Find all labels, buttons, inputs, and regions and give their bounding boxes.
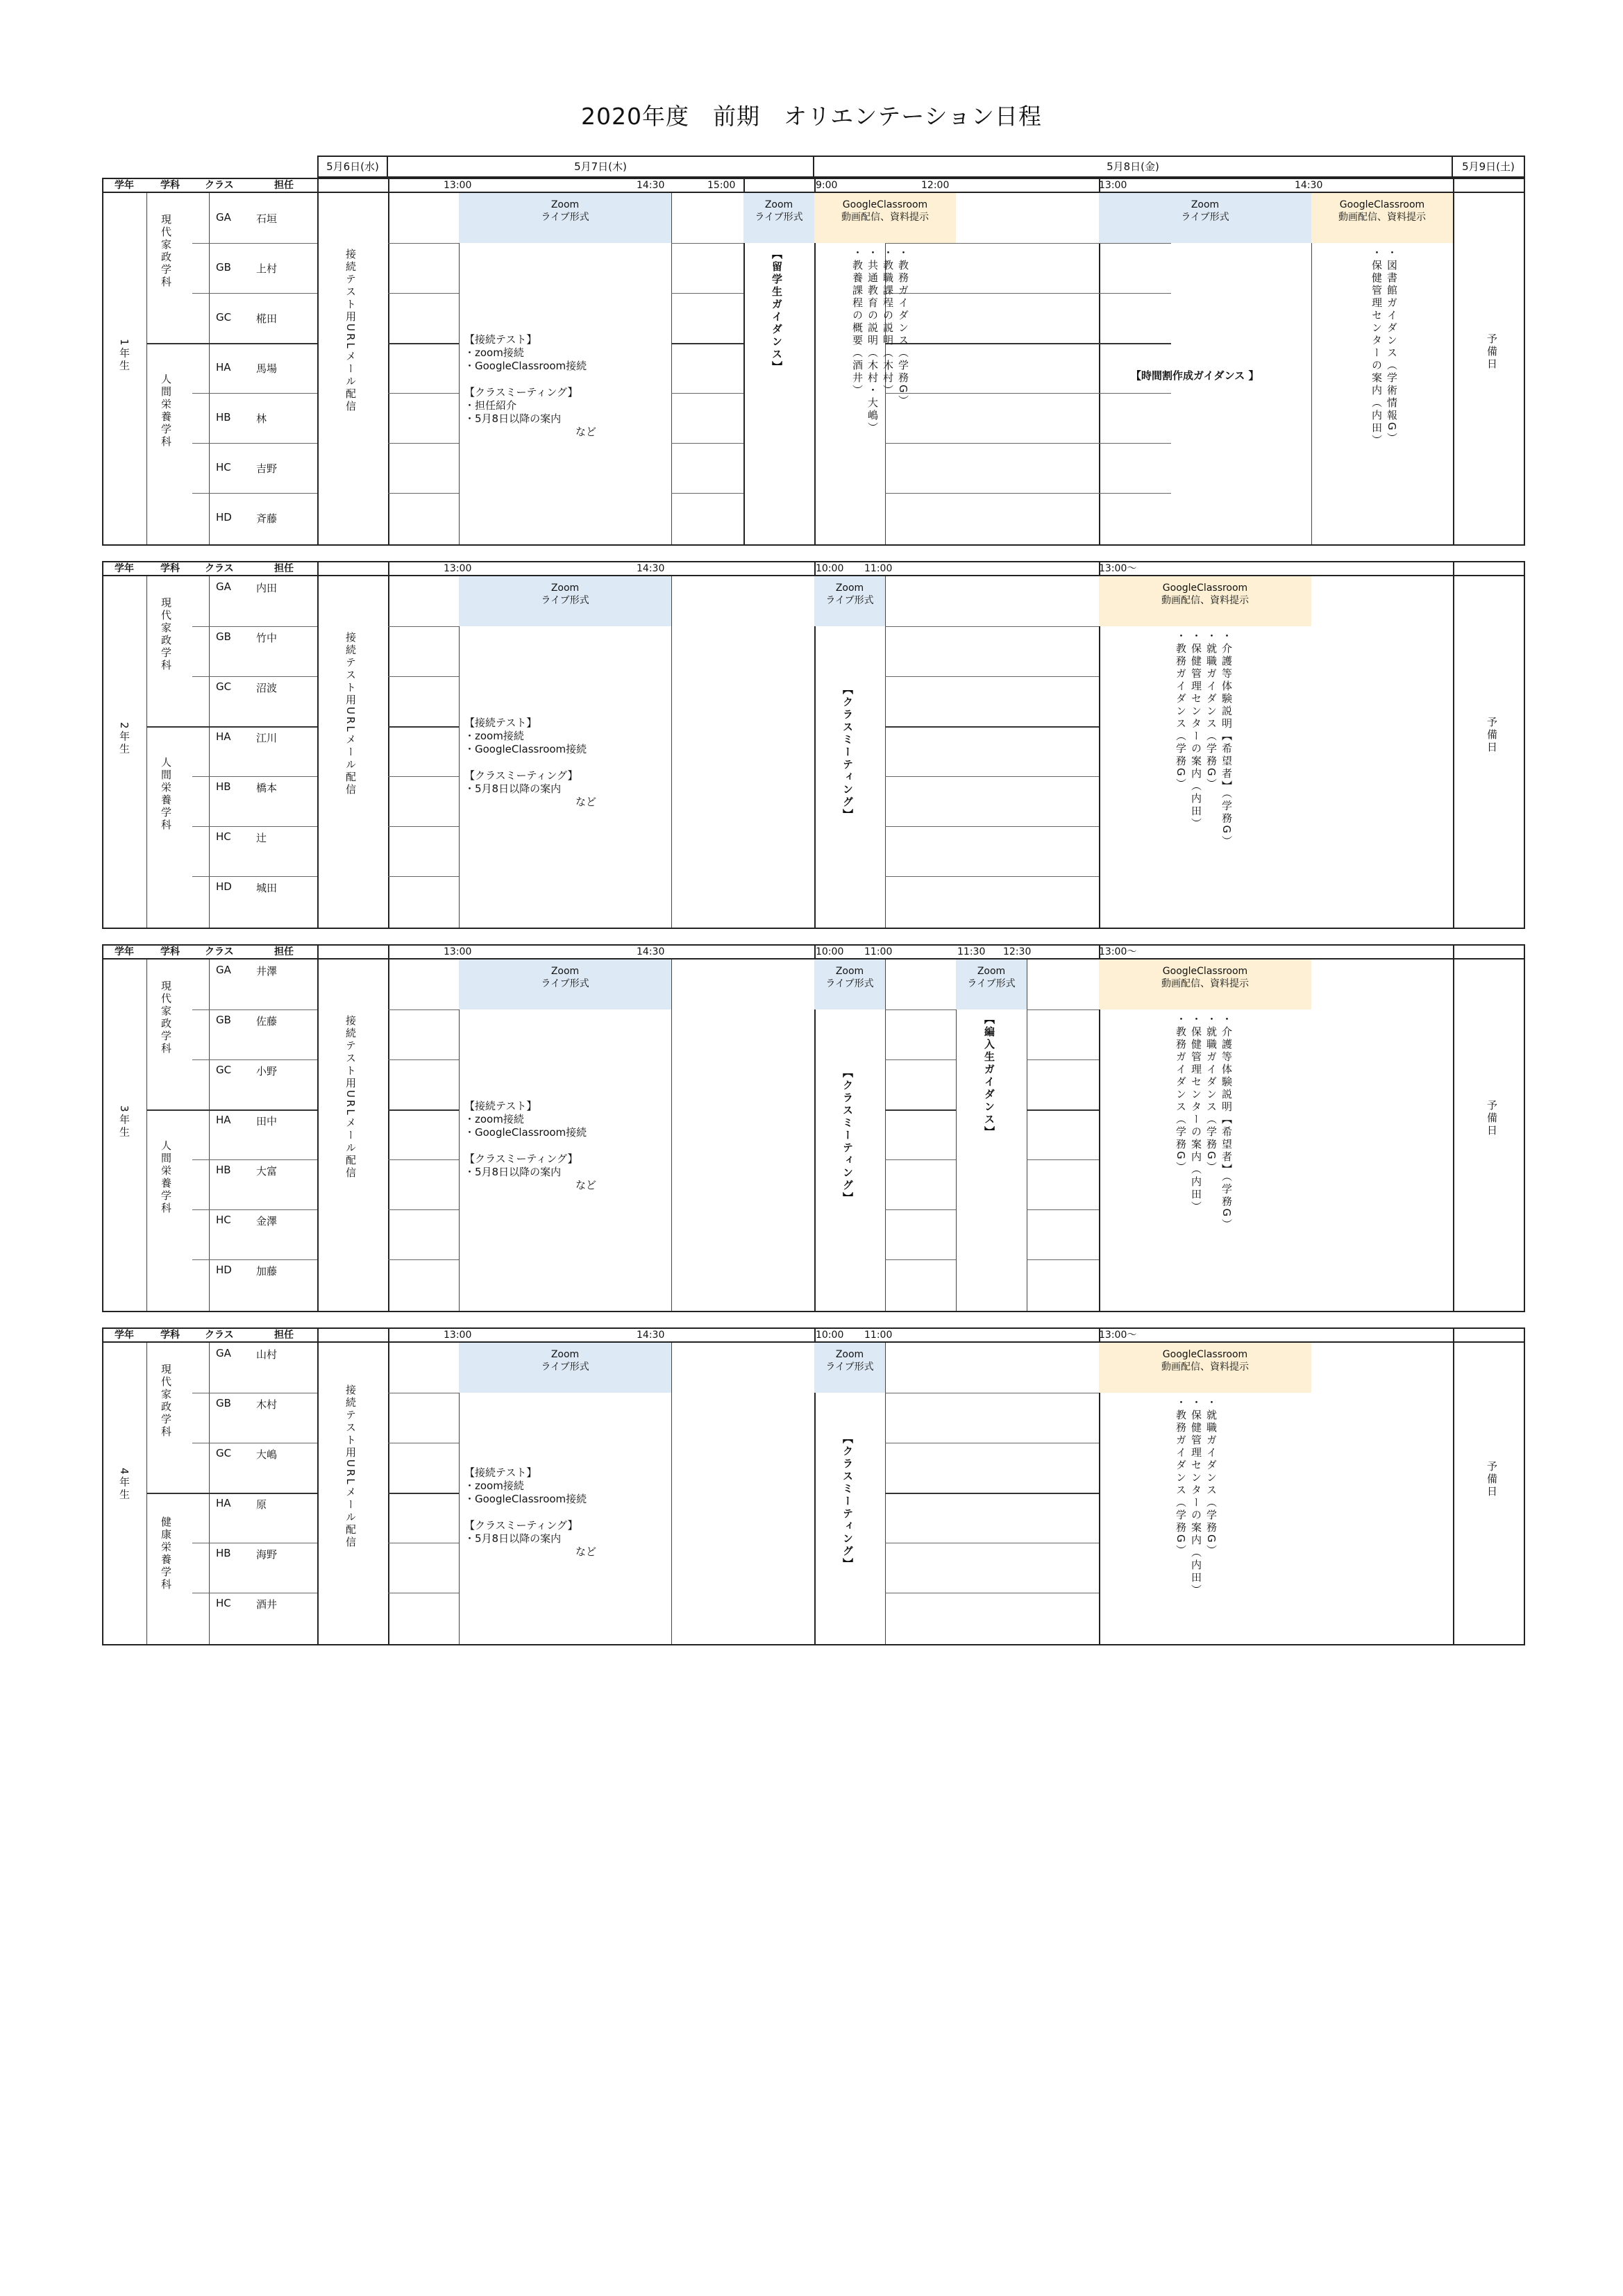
class-teacher: 大嶋: [256, 1448, 278, 1461]
class-teacher: 佐藤: [256, 1015, 278, 1028]
time-label: 13:00: [1099, 180, 1127, 191]
schedule-block-year3: [102, 944, 1525, 1312]
time-label: 11:00: [864, 1330, 893, 1341]
block-header: [103, 946, 1524, 960]
header-class: クラス: [205, 946, 234, 957]
class-code: HB: [216, 411, 231, 424]
class-code: GC: [216, 1447, 232, 1459]
gc-item: ・保健管理センターの案内（内田）: [1190, 630, 1202, 830]
class-teacher: 木村: [256, 1398, 278, 1411]
class-teacher: 田中: [256, 1115, 278, 1128]
class-teacher: 椛田: [256, 312, 278, 325]
library-item: ・保健管理センターの案内（内田）: [1370, 247, 1383, 447]
class-meeting: 【クラスミーティング】: [841, 1067, 854, 1205]
date-may7: 5月7日(木): [387, 156, 814, 178]
zoom-live-box: Zoom ライブ形式: [459, 193, 671, 243]
connection-test-mail: 接続テスト用URLメール配信: [344, 1384, 357, 1549]
class-teacher: 林: [256, 412, 267, 425]
dept-label: 現代家政学科: [160, 597, 172, 672]
class-teacher: 大富: [256, 1165, 278, 1178]
time-label: 14:30: [637, 563, 665, 574]
class-code: GB: [216, 630, 231, 643]
zoom-live-box: Zoom ライブ形式: [956, 960, 1027, 1009]
gc-item: ・教務ガイダンス（学務G）: [1175, 1397, 1187, 1557]
class-teacher: 加藤: [256, 1265, 278, 1277]
class-teacher: 橋本: [256, 782, 278, 794]
dept-label: 人間栄養学科: [160, 374, 172, 449]
thursday-notes: 【接続テスト】 ・zoom接続 ・GoogleClassroom接続 【クラスミーティング】 ・担任紹介 ・5月8日以降の案内 など: [464, 333, 597, 438]
header-dept: 学科: [160, 180, 180, 191]
class-meeting: 【クラスミーティング】: [841, 1433, 854, 1570]
class-code: HB: [216, 780, 231, 793]
dept-label: 現代家政学科: [160, 1364, 172, 1439]
gc-item: ・介護等体験説明【希望者】（学務G）: [1220, 630, 1233, 848]
class-teacher: 内田: [256, 582, 278, 594]
reserve-day: 予備日: [1486, 1461, 1498, 1498]
zoom-live-box: Zoom ライブ形式: [459, 576, 671, 626]
class-teacher: 井澤: [256, 965, 278, 978]
class-code: GA: [216, 1347, 231, 1359]
schedule-block-year4: [102, 1327, 1525, 1645]
gc-item: ・介護等体験説明【希望者】（学務G）: [1220, 1014, 1233, 1232]
class-code: HA: [216, 1497, 231, 1509]
grade-label: 1年生: [118, 339, 131, 373]
header-teacher: 担任: [274, 180, 294, 191]
ryugakusei-guidance: 【留学生ガイダンス】: [771, 249, 783, 374]
zoom-live-box: Zoom ライブ形式: [814, 960, 885, 1009]
fri-am-item: ・教職課程の説明（木村）: [882, 247, 894, 397]
class-code: HD: [216, 1264, 232, 1276]
class-teacher: 吉野: [256, 462, 278, 475]
zoom-live-box: Zoom ライブ形式: [1099, 193, 1311, 243]
class-code: GB: [216, 1014, 231, 1026]
class-teacher: 斉藤: [256, 512, 278, 525]
dept-label: 健康栄養学科: [160, 1516, 172, 1591]
time-label: 13:00: [444, 563, 472, 574]
googleclassroom-box: GoogleClassroom 動画配信、資料提示: [1311, 193, 1453, 243]
class-teacher: 江川: [256, 732, 278, 744]
googleclassroom-box: GoogleClassroom 動画配信、資料提示: [1099, 576, 1311, 626]
connection-test-mail: 接続テスト用URLメール配信: [344, 1015, 357, 1180]
gc-item: ・保健管理センターの案内（内田）: [1190, 1397, 1202, 1597]
zoom-live-box: Zoom ライブ形式: [743, 193, 814, 243]
reserve-day: 予備日: [1486, 717, 1498, 754]
class-code: GA: [216, 211, 231, 224]
jikanwari-guidance: 【時間割作成ガイダンス 】: [1131, 369, 1259, 382]
header-dept: 学科: [160, 946, 180, 957]
header-grade: 学年: [115, 563, 134, 574]
time-label: 11:00: [864, 946, 893, 957]
class-code: HA: [216, 361, 231, 374]
time-label: 14:30: [637, 180, 665, 191]
dept-label: 現代家政学科: [160, 980, 172, 1055]
class-code: HA: [216, 1114, 231, 1126]
connection-test-mail: 接続テスト用URLメール配信: [344, 632, 357, 796]
class-code: HD: [216, 880, 232, 893]
gc-item: ・就職ガイダンス（学務G）: [1205, 1397, 1218, 1557]
class-code: GC: [216, 1064, 232, 1076]
class-teacher: 山村: [256, 1348, 278, 1361]
class-code: GC: [216, 680, 232, 693]
class-teacher: 上村: [256, 262, 278, 275]
library-item: ・図書館ガイダンス（学術情報G）: [1386, 247, 1398, 445]
block-header: [103, 179, 1524, 193]
fri-am-item: ・共通教育の説明（木村・大嶋）: [866, 247, 879, 435]
header-teacher: 担任: [274, 946, 294, 957]
date-may6: 5月6日(水): [317, 156, 388, 178]
reserve-day: 予備日: [1486, 333, 1498, 371]
time-label: 11:00: [864, 563, 893, 574]
header-class: クラス: [205, 1330, 234, 1341]
time-label: 13:00〜: [1099, 1330, 1137, 1341]
zoom-live-box: Zoom ライブ形式: [814, 1343, 885, 1393]
dept-label: 現代家政学科: [160, 214, 172, 289]
class-code: HB: [216, 1164, 231, 1176]
grade-label: 2年生: [118, 722, 131, 756]
reserve-day: 予備日: [1486, 1100, 1498, 1137]
class-teacher: 小野: [256, 1065, 278, 1078]
header-dept: 学科: [160, 1330, 180, 1341]
time-label: 13:00: [444, 1330, 472, 1341]
header-grade: 学年: [115, 946, 134, 957]
class-code: GC: [216, 311, 232, 324]
fri-am-item: ・教務ガイダンス（学務G）: [897, 247, 909, 408]
time-label: 14:30: [637, 1330, 665, 1341]
gc-item: ・教務ガイダンス（学務G）: [1175, 1014, 1187, 1174]
time-label: 14:30: [637, 946, 665, 957]
time-label: 11:30: [957, 946, 986, 957]
dept-label: 人間栄養学科: [160, 1140, 172, 1215]
class-code: HD: [216, 511, 232, 523]
time-label: 13:00〜: [1099, 946, 1137, 957]
header-class: クラス: [205, 563, 234, 574]
gc-item: ・教務ガイダンス（学務G）: [1175, 630, 1187, 791]
class-teacher: 辻: [256, 832, 267, 844]
class-code: HC: [216, 1214, 231, 1226]
header-teacher: 担任: [274, 563, 294, 574]
class-meeting: 【クラスミーティング】: [841, 684, 854, 821]
time-label: 9:00: [816, 180, 838, 191]
header-grade: 学年: [115, 180, 134, 191]
googleclassroom-box: GoogleClassroom 動画配信、資料提示: [1099, 960, 1311, 1009]
page-title: 2020年度 前期 オリエンテーション日程: [580, 103, 1042, 130]
time-label: 12:00: [921, 180, 950, 191]
class-code: HC: [216, 1597, 231, 1609]
time-label: 13:00: [444, 180, 472, 191]
class-teacher: 沼波: [256, 682, 278, 694]
thursday-notes: 【接続テスト】 ・zoom接続 ・GoogleClassroom接続 【クラスミーティング】 ・5月8日以降の案内 など: [464, 717, 597, 808]
class-teacher: 原: [256, 1498, 267, 1511]
grade-label: 3年生: [118, 1105, 131, 1139]
time-label: 10:00: [816, 1330, 844, 1341]
connection-test-mail: 接続テスト用URLメール配信: [344, 249, 357, 413]
class-teacher: 海野: [256, 1548, 278, 1561]
class-teacher: 馬場: [256, 362, 278, 375]
time-label: 15:00: [707, 180, 736, 191]
class-code: GB: [216, 261, 231, 274]
header-teacher: 担任: [274, 1330, 294, 1341]
grade-label: 4年生: [118, 1468, 131, 1502]
class-teacher: 石垣: [256, 212, 278, 225]
block-header: [103, 1329, 1524, 1343]
googleclassroom-box: GoogleClassroom 動画配信、資料提示: [1099, 1343, 1311, 1393]
thursday-notes: 【接続テスト】 ・zoom接続 ・GoogleClassroom接続 【クラスミーティング】 ・5月8日以降の案内 など: [464, 1466, 597, 1558]
time-label: 10:00: [816, 563, 844, 574]
time-label: 13:00: [444, 946, 472, 957]
class-teacher: 金澤: [256, 1215, 278, 1227]
time-label: 12:30: [1003, 946, 1032, 957]
zoom-live-box: Zoom ライブ形式: [459, 960, 671, 1009]
class-code: GB: [216, 1397, 231, 1409]
schedule-block-year2: [102, 561, 1525, 929]
header-class: クラス: [205, 180, 234, 191]
class-code: HC: [216, 461, 231, 474]
gc-item: ・就職ガイダンス（学務G）: [1205, 1014, 1218, 1174]
block-header: [103, 562, 1524, 576]
class-teacher: 竹中: [256, 632, 278, 644]
thursday-notes: 【接続テスト】 ・zoom接続 ・GoogleClassroom接続 【クラスミーティング】 ・5月8日以降の案内 など: [464, 1100, 597, 1191]
date-may8: 5月8日(金): [813, 156, 1453, 178]
gc-item: ・就職ガイダンス（学務G）: [1205, 630, 1218, 791]
zoom-live-box: Zoom ライブ形式: [814, 576, 885, 626]
dept-label: 人間栄養学科: [160, 757, 172, 832]
schedule-block-year1: [102, 178, 1525, 546]
header-dept: 学科: [160, 563, 180, 574]
time-label: 10:00: [816, 946, 844, 957]
hennyu-guidance: 【編入生ガイダンス】: [983, 1014, 995, 1139]
class-code: HA: [216, 730, 231, 743]
class-teacher: 城田: [256, 882, 278, 894]
time-label: 14:30: [1295, 180, 1323, 191]
date-may9: 5月9日(土): [1452, 156, 1525, 178]
class-code: GA: [216, 964, 231, 976]
googleclassroom-box: GoogleClassroom 動画配信、資料提示: [814, 193, 956, 243]
fri-am-item: ・教養課程の概要（酒井）: [851, 247, 864, 397]
class-code: GA: [216, 580, 231, 593]
class-teacher: 酒井: [256, 1598, 278, 1611]
header-grade: 学年: [115, 1330, 134, 1341]
gc-item: ・保健管理センターの案内（内田）: [1190, 1014, 1202, 1214]
time-label: 13:00〜: [1099, 563, 1137, 574]
class-code: HB: [216, 1547, 231, 1559]
class-code: HC: [216, 830, 231, 843]
zoom-live-box: Zoom ライブ形式: [459, 1343, 671, 1393]
